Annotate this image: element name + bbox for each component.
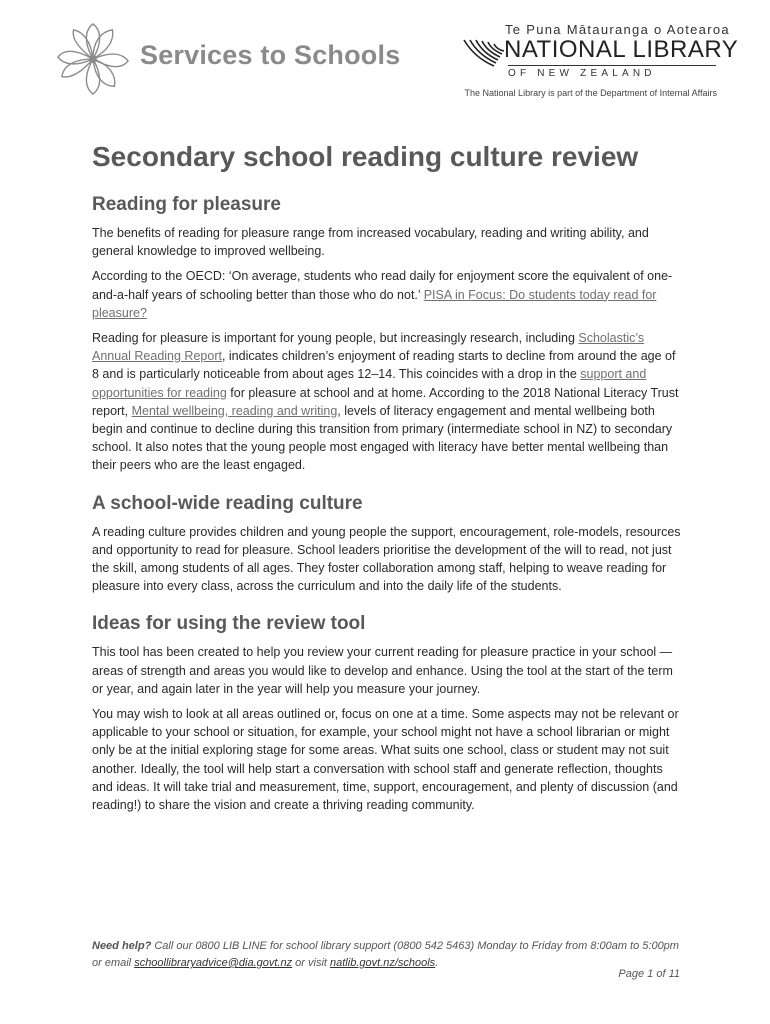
department-note: The National Library is part of the Department of Internal Affairs <box>464 88 717 98</box>
nl-maori-name: Te Puna Mātauranga o Aotearoa <box>505 22 730 37</box>
paragraph-text: , levels of literacy engagement and mental wellbeing both begin and continue to decline during this transition from primary (intermediate school in NZ) to secondary school. It also notes that the young people most engaged with literacy have better mental wellbeing than their peers who are the least engaged. <box>92 403 673 473</box>
email-link[interactable]: schoollibraryadvice@dia.govt.nz <box>134 957 293 969</box>
nl-name: NATIONAL LIBRARY <box>504 36 739 63</box>
footer-text: . <box>435 957 439 969</box>
mental-wellbeing-link[interactable]: Mental wellbeing, reading and writing <box>131 403 338 418</box>
paragraph: A reading culture provides children and young people the support, encouragement, role-models, resources and opportunity to read for pleasure. School leaders prioritise the development of the will to read, not just the skill, among students of all ages. They foster collaboration among staff, helping to weave reading for pleasure into every class, across the curriculum and into the daily life of the students. <box>92 524 681 594</box>
fern-icon <box>460 36 508 76</box>
footer-text: Call our 0800 LIB LINE for school library support (0800 542 5463) Monday to Friday from 8:00am to 5:00pm or email <box>92 940 679 969</box>
website-link[interactable]: natlib.govt.nz/schools <box>330 957 436 969</box>
paragraph-text: According to the OECD: ‘On average, students who read daily for enjoyment score the equivalent of one-and-a-half years of schooling better than those who do not.’ <box>92 269 673 302</box>
paragraph: You may wish to look at all areas outlined or, focus on one at a time. Some aspects may not be relevant or applicable to your school or situation, for example, your school might not have a school librarian or might only be at the initial exploring stage for some areas. What suits one school, class or student may not suit another. Ideally, the tool will help start a conversation with school staff and generate reflection, thoughts and ideas. It will take trial and measurement, time, support, encouragement, and plenty of discussion (and reading!) to share the vision and create a thriving reading community. <box>92 707 679 813</box>
page-number: Page 1 of 11 <box>618 968 680 980</box>
section-heading-school-wide-culture: A school-wide reading culture <box>92 492 363 514</box>
paragraph-text: Reading for pleasure is important for young people, but increasingly research, including <box>92 331 579 346</box>
document-body <box>92 138 682 821</box>
paragraph <box>92 329 682 475</box>
pisa-link[interactable]: PISA in Focus: Do students today read for pleasure? <box>92 287 657 320</box>
paragraph: The benefits of reading for pleasure range from increased vocabulary, reading and writing ability, and general knowledge to improved wellbeing. <box>92 226 649 259</box>
page-footer <box>92 938 682 972</box>
brand-title: Services to Schools <box>140 40 401 70</box>
section-heading-review-tool: Ideas for using the review tool <box>92 613 366 635</box>
section-heading-reading-for-pleasure: Reading for pleasure <box>92 194 281 215</box>
help-label: Need help? <box>92 940 152 952</box>
footer-text: or visit <box>292 957 331 969</box>
services-to-schools-logo-icon <box>54 22 132 96</box>
paragraph <box>92 267 682 322</box>
paragraph-text: , indicates children’s enjoyment of reading starts to decline from around the age of 8 and is particularly noticeable from about ages 12–14. This coincides with a drop in the <box>92 349 676 382</box>
support-opportunities-link[interactable]: support and opportunities for reading <box>92 367 647 400</box>
nl-subtitle: OF NEW ZEALAND <box>508 68 656 79</box>
nl-divider <box>508 65 716 66</box>
paragraph: This tool has been created to help you review your current reading for pleasure practice in your school — areas of strength and areas you would like to develop and enhance. Using the tool at the start of the term or year, and again later in the year will help you measure your journey. <box>92 645 673 696</box>
page-title: Secondary school reading culture review <box>92 141 639 172</box>
page-header <box>0 0 770 110</box>
scholastic-report-link[interactable]: Scholastic’s Annual Reading Report <box>92 331 645 364</box>
paragraph-text: for pleasure at school and at home. According to the 2018 National Literacy Trust report, <box>92 385 679 418</box>
